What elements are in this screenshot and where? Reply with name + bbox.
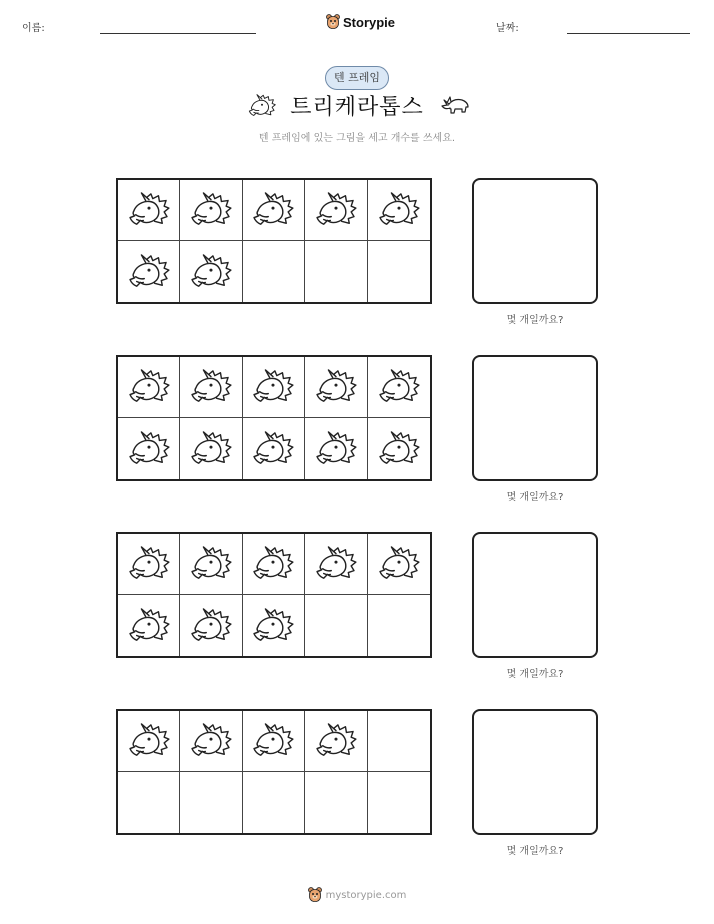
ten-frame-cell — [243, 241, 305, 302]
question-label: 몇 개일까요? — [506, 669, 564, 680]
triceratops-head-icon — [378, 192, 420, 228]
ten-frame-cell — [180, 595, 242, 656]
triceratops-head-icon — [378, 546, 420, 582]
ten-frame-cell — [180, 241, 242, 302]
ten-frame — [116, 178, 432, 304]
triceratops-head-icon — [252, 723, 294, 759]
triceratops-head-icon — [190, 608, 232, 644]
ten-frame-cell — [180, 357, 242, 418]
ten-frame-cell — [368, 711, 430, 772]
page-title: 트리케라톱스 — [290, 95, 424, 120]
triceratops-head-icon — [315, 723, 357, 759]
answer-box[interactable] — [472, 355, 598, 481]
ten-frame-cell — [305, 180, 367, 241]
triceratops-head-icon — [128, 369, 170, 405]
answer-box[interactable] — [472, 709, 598, 835]
footer — [0, 887, 714, 903]
triceratops-head-icon — [128, 431, 170, 467]
date-label: 날짜: — [496, 23, 519, 34]
triceratops-head-icon — [128, 546, 170, 582]
instructions: 텐 프레임에 있는 그림을 세고 개수를 쓰세요. — [258, 133, 456, 144]
triceratops-head-icon — [378, 431, 420, 467]
ten-frame-cell — [118, 418, 180, 479]
ten-frame-cell — [118, 534, 180, 595]
ten-frame-cell — [243, 534, 305, 595]
triceratops-head-icon — [315, 192, 357, 228]
ten-frame-cell — [368, 595, 430, 656]
question-label: 몇 개일까요? — [506, 846, 564, 857]
triceratops-head-icon — [378, 369, 420, 405]
answer-box[interactable] — [472, 178, 598, 304]
footer-site: mystorypie.com — [325, 889, 407, 901]
ten-frame — [116, 709, 432, 835]
triceratops-head-icon — [252, 608, 294, 644]
ten-frame-cell — [368, 357, 430, 418]
ten-frame-cell — [180, 711, 242, 772]
ten-frame-cell — [305, 418, 367, 479]
ten-frame-cell — [118, 241, 180, 302]
triceratops-head-icon — [128, 192, 170, 228]
ten-frame-cell — [243, 418, 305, 479]
answer-box[interactable] — [472, 532, 598, 658]
ten-frame-cell — [368, 534, 430, 595]
ten-frame-cell — [180, 534, 242, 595]
ten-frame-cell — [118, 772, 180, 833]
ten-frame — [116, 355, 432, 481]
ten-frame-cell — [305, 595, 367, 656]
bear-icon — [326, 14, 340, 30]
ten-frame-cell — [243, 711, 305, 772]
ten-frame-cell — [305, 711, 367, 772]
triceratops-head-icon — [190, 546, 232, 582]
ten-frame-cell — [180, 180, 242, 241]
triceratops-head-icon — [128, 254, 170, 290]
ten-frame-cell — [180, 418, 242, 479]
ten-frame-cell — [243, 180, 305, 241]
name-line[interactable] — [100, 33, 256, 34]
triceratops-head-icon — [315, 431, 357, 467]
triceratops-head-icon — [190, 723, 232, 759]
brand-name: Storypie — [343, 14, 396, 30]
ten-frame-cell — [118, 357, 180, 418]
triceratops-head-icon — [190, 254, 232, 290]
bear-icon — [308, 887, 322, 903]
triceratops-head-icon — [252, 369, 294, 405]
brand-logo — [326, 14, 395, 30]
ten-frame-cell — [305, 241, 367, 302]
triceratops-head-icon — [128, 608, 170, 644]
ten-frame — [116, 532, 432, 658]
triceratops-icon — [440, 94, 470, 116]
triceratops-head-icon — [128, 723, 170, 759]
ten-frame-cell — [368, 772, 430, 833]
ten-frame-cell — [118, 595, 180, 656]
triceratops-head-icon — [252, 192, 294, 228]
triceratops-head-icon — [252, 431, 294, 467]
triceratops-head-icon — [315, 369, 357, 405]
topic-tag: 텐 프레임 — [325, 66, 389, 90]
date-line[interactable] — [567, 33, 690, 34]
question-label: 몇 개일까요? — [506, 492, 564, 503]
ten-frame-cell — [368, 241, 430, 302]
triceratops-head-icon — [190, 369, 232, 405]
name-label: 이름: — [22, 23, 45, 34]
ten-frame-cell — [243, 772, 305, 833]
triceratops-head-icon — [252, 546, 294, 582]
ten-frame-cell — [305, 534, 367, 595]
ten-frame-cell — [118, 180, 180, 241]
triceratops-head-icon — [315, 546, 357, 582]
ten-frame-cell — [305, 772, 367, 833]
ten-frame-cell — [368, 180, 430, 241]
triceratops-head-icon — [190, 431, 232, 467]
ten-frame-cell — [243, 595, 305, 656]
ten-frame-cell — [118, 711, 180, 772]
question-label: 몇 개일까요? — [506, 315, 564, 326]
ten-frame-cell — [305, 357, 367, 418]
triceratops-head-icon — [190, 192, 232, 228]
ten-frame-cell — [243, 357, 305, 418]
ten-frame-cell — [368, 418, 430, 479]
ten-frame-cell — [180, 772, 242, 833]
